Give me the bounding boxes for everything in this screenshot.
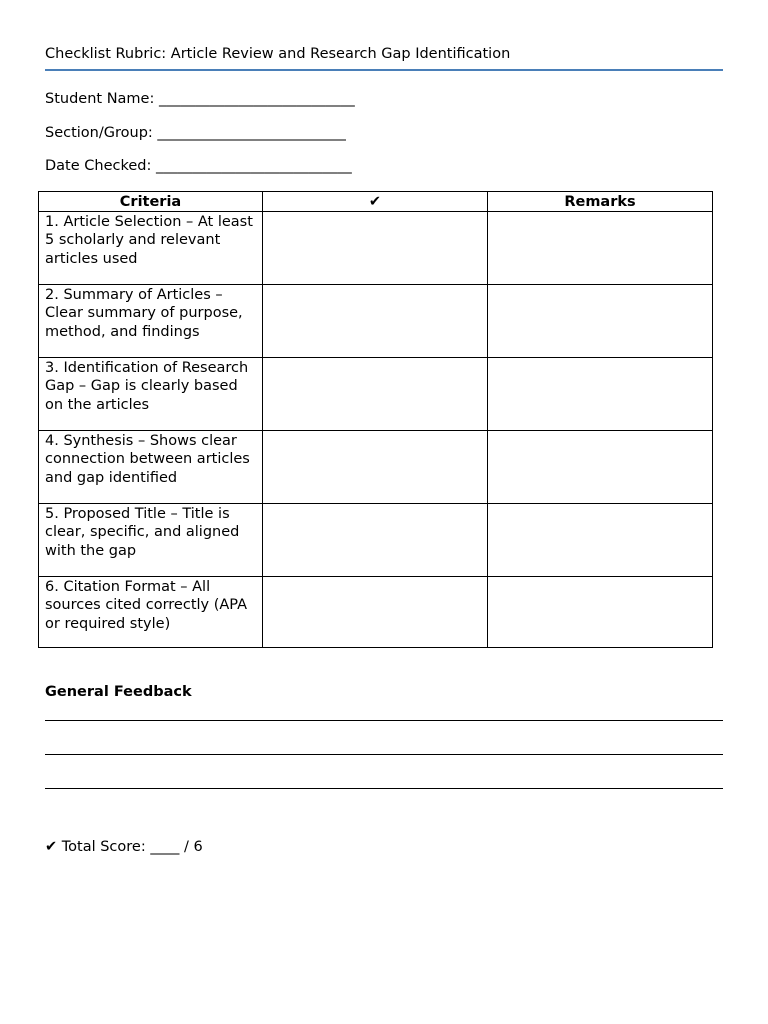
feedback-line[interactable] xyxy=(45,754,723,755)
check-cell[interactable] xyxy=(263,212,488,285)
criteria-cell: 1. Article Selection – At least 5 scholarly and relevant articles used xyxy=(39,212,263,285)
rubric-table xyxy=(38,191,713,648)
date-checked-blank: ___________________________ xyxy=(155,158,352,174)
remarks-cell[interactable] xyxy=(488,212,713,285)
table-row xyxy=(39,285,713,358)
remarks-header: Remarks xyxy=(488,192,713,212)
table-row xyxy=(39,504,713,577)
table-row xyxy=(39,431,713,504)
check-cell[interactable] xyxy=(263,504,488,577)
date-checked-field xyxy=(45,157,352,175)
title-underline xyxy=(45,69,723,71)
check-cell[interactable] xyxy=(263,285,488,358)
remarks-cell[interactable] xyxy=(488,431,713,504)
table-header-row xyxy=(39,192,713,212)
table-row xyxy=(39,577,713,648)
criteria-cell: 5. Proposed Title – Title is clear, specific, and aligned with the gap xyxy=(39,504,263,577)
date-checked-label: Date Checked: xyxy=(45,158,152,174)
criteria-cell: 6. Citation Format – All sources cited correctly (APA or required style) xyxy=(39,577,263,648)
remarks-cell[interactable] xyxy=(488,285,713,358)
student-name-label: Student Name: xyxy=(45,91,155,107)
check-header: ✔ xyxy=(263,192,488,212)
feedback-line[interactable] xyxy=(45,788,723,789)
feedback-line[interactable] xyxy=(45,720,723,721)
section-group-field xyxy=(45,124,346,142)
table-row xyxy=(39,212,713,285)
total-score: ✔ Total Score: ____ / 6 xyxy=(45,839,203,855)
remarks-cell[interactable] xyxy=(488,504,713,577)
criteria-cell: 3. Identification of Research Gap – Gap is clearly based on the articles xyxy=(39,358,263,431)
remarks-cell[interactable] xyxy=(488,577,713,648)
section-group-label: Section/Group: xyxy=(45,125,153,141)
check-cell[interactable] xyxy=(263,358,488,431)
criteria-header: Criteria xyxy=(39,192,263,212)
table-row xyxy=(39,358,713,431)
student-name-field xyxy=(45,90,355,108)
document-title: Checklist Rubric: Article Review and Research Gap Identification xyxy=(45,46,511,62)
criteria-cell: 4. Synthesis – Shows clear connection between articles and gap identified xyxy=(39,431,263,504)
section-group-blank: __________________________ xyxy=(157,125,346,141)
remarks-cell[interactable] xyxy=(488,358,713,431)
check-cell[interactable] xyxy=(263,431,488,504)
student-name-blank: ___________________________ xyxy=(158,91,355,107)
check-cell[interactable] xyxy=(263,577,488,648)
general-feedback-heading: General Feedback xyxy=(45,684,192,700)
criteria-cell: 2. Summary of Articles – Clear summary of purpose, method, and findings xyxy=(39,285,263,358)
